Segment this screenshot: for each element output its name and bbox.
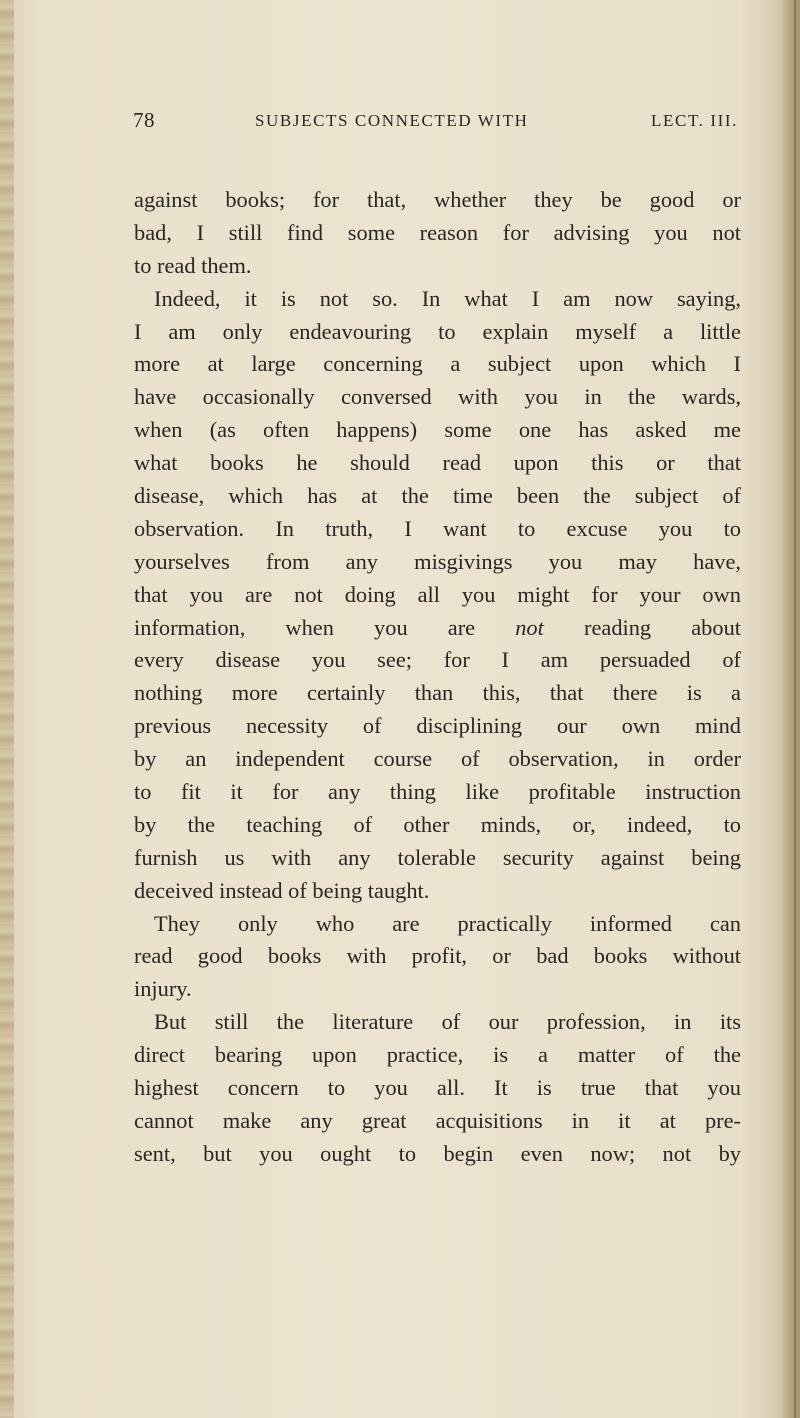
text-line: nothing more certainly than this, that there is a bbox=[134, 680, 741, 706]
text-line: that you are not doing all you might for your own bbox=[134, 581, 741, 607]
text-line: observation. In truth, I want to excuse you to bbox=[134, 515, 741, 541]
text-line: what books he should read upon this or that bbox=[134, 450, 741, 476]
text-line: Indeed, it is not so. In what I am now saying, bbox=[154, 285, 741, 311]
text-line: bad, I still find some reason for advising you not bbox=[134, 219, 741, 245]
text-line: by an independent course of observation, in order bbox=[134, 746, 741, 772]
emphasized-word: not bbox=[515, 614, 544, 640]
text-line: when (as often happens) some one has asked me bbox=[134, 417, 741, 443]
body-text bbox=[134, 184, 741, 1171]
text-line: direct bearing upon practice, is a matter of the bbox=[134, 1042, 741, 1068]
page-header bbox=[133, 108, 738, 148]
text-line-with-emphasis bbox=[134, 612, 741, 645]
lecture-number: LECT. III. bbox=[651, 111, 738, 130]
text-line: read good books with profit, or bad books without bbox=[134, 943, 741, 969]
text-line: They only who are practically informed can bbox=[154, 910, 741, 936]
text-line: by the teaching of other minds, or, indeed, to bbox=[134, 811, 741, 837]
running-head: SUBJECTS CONNECTED WITH bbox=[255, 111, 529, 130]
text-line: more at large concerning a subject upon which I bbox=[134, 351, 741, 377]
text-line: sent, but you ought to begin even now; not by bbox=[134, 1140, 741, 1166]
text-line: to read them. bbox=[134, 252, 252, 278]
text-line: every disease you see; for I am persuaded of bbox=[134, 647, 741, 673]
page-number: 78 bbox=[133, 108, 155, 132]
page-outer-edge bbox=[782, 0, 800, 1418]
text-line: yourselves from any misgivings you may have, bbox=[134, 548, 741, 574]
text-line: disease, which has at the time been the subject of bbox=[134, 483, 741, 509]
text-line: I am only endeavouring to explain myself a little bbox=[134, 318, 741, 344]
text-fragment: information, when you are bbox=[134, 614, 516, 640]
text-fragment: reading about bbox=[543, 614, 741, 640]
text-line: to fit it for any thing like profitable instruction bbox=[134, 779, 741, 805]
text-line: cannot make any great acquisitions in it at pre- bbox=[134, 1107, 741, 1133]
text-line: injury. bbox=[134, 976, 192, 1002]
page-gutter-edge bbox=[0, 0, 14, 1418]
text-line: have occasionally conversed with you in the wards, bbox=[134, 384, 741, 410]
text-line: highest concern to you all. It is true that you bbox=[134, 1075, 741, 1101]
text-line: deceived instead of being taught. bbox=[134, 877, 430, 903]
text-line: But still the literature of our profession, in its bbox=[154, 1009, 741, 1035]
text-line: previous necessity of disciplining our own mind bbox=[134, 713, 741, 739]
text-line: against books; for that, whether they be good or bbox=[134, 187, 741, 212]
text-line: furnish us with any tolerable security against being bbox=[134, 844, 741, 870]
